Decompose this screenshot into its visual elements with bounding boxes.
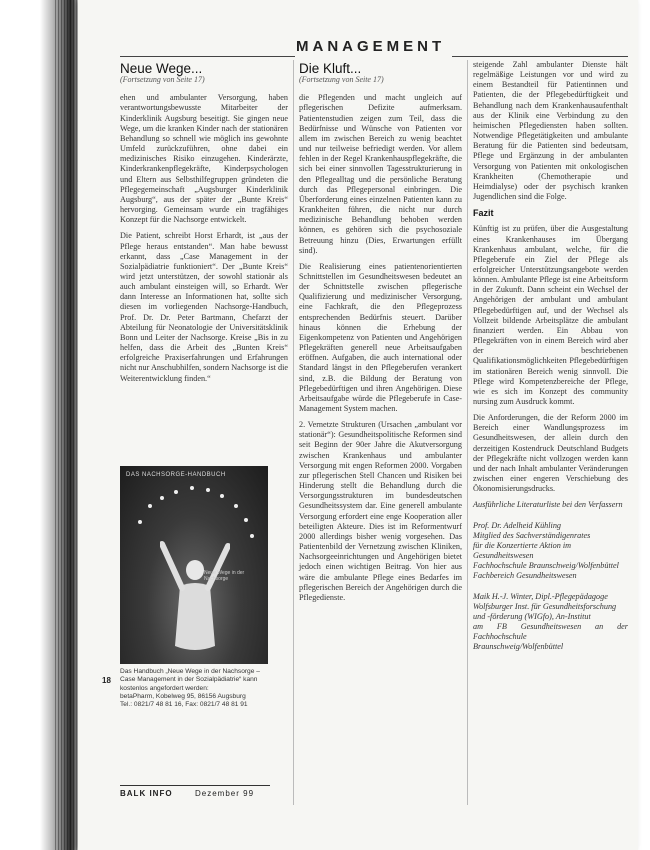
author-affiliation: und -förderung (WIGfo), An-Institut	[473, 611, 591, 621]
author-affiliation: Fachhochschule Braunschweig/Wolfenbüttel	[473, 561, 619, 571]
section-header: MANAGEMENT	[296, 38, 446, 55]
author-affiliation: Wolfsburger Inst. für Gesundheitsforschung	[473, 601, 617, 611]
page-number: 18	[102, 676, 111, 685]
paragraph: Die Anforderungen, die der Reform 2000 im Bereich einer Wandlungsprozess im Gesundheitswesen, der allein durch den derzeitigen Kostendruck Deutschland Budgets der Pflegekräfte nicht vollzogen werden kann und der nach Inhalt ambulanter Veränderungen zwischen einer engeren Verschiebung des Ökonomisierungsdrucks.	[473, 413, 628, 494]
author-affiliation: Fachbereich Gesundheitswesen	[473, 571, 577, 581]
caption-line: betaPharm, Kobelweg 95, 86156 Augsburg	[120, 692, 246, 700]
paragraph: 2. Vernetzte Strukturen (Ursachen „ambulant vor stationär“): Gesundheitspolitische Reformen sind seit Beginn der 90er Jahre die Akutversorgung zwischen Krankenhaus und ambulanter Versorgung mit engen Reformen 2000. Vorgaben zur pflegerischen Stell Chancen und Risiken bei Hinderung stellt die Behandlung durch die Versorgungsstrukturen im bundesdeutschen Gesundheitssystem dar. Eine generell ambulante Versorgung erfordert eine enge Kooperation aller beteiligten Akteure. Dies ist im Reformentwurf 2000 allerdings bisher wenig vorgesehen. Das Patientenbild der Vernetzung zwischen Kliniken, Nachsorgeeinrichtungen und Angehörigen bietet jedoch einen wichtigen Beitrag. Von hier aus wäre die ambulante Pflege eines Bedarfes im pflegerischen Bereich der Angehörigen durch die Pflegedienste.	[299, 420, 462, 602]
header-rule-right	[452, 56, 628, 57]
paragraph: die Pflegenden und macht ungleich auf pflegerischen Defizite aufmerksam. Patientenstudien zeigen zum Teil, dass die Bedürfnisse und Wünsche von Patienten vor allem im zwischen Bereich zu wenig beachtet und nur teilweise befriedigt werden. Vor allem fehlen in der Regel Krankenhauspflegekräfte, die sich bei einer sinnvollen Tagesstrukturierung in den Pflegealltag und die persönliche Beratung durch das Pflegepersonal einbringen. Die Überforderung eines einzelnen Patienten kann zu Krankheiten führen, die nicht nur durch medizinische Behandlung behoben werden können, es gehören sich die psychosoziale Betreuung hinzu (Dies, Erwartungen erfüllt sind).	[299, 93, 462, 255]
author-name: Maik H.-J. Winter, Dipl.-Pflegepädagoge	[473, 591, 608, 601]
article-subtitle: (Fortsetzung von Seite 17)	[120, 75, 205, 85]
paragraph: ehen und ambulanter Versorgung, haben verantwortungsbewusste Mitarbeiter der Kinderklinik Augsburg beseitigt. Sie gingen neue Wege, um die kranken Kinder nach der stationären Behandlung so schnell wie möglich ins gewohnte Umfeld zurückzuführen, ohne dabei ein medizinisches Risiko einzugehen. Kinderärzte, Kinderkrankenpflegekräfte, Kinderpsychologen und Eltern aus Selbsthilfegruppen gründeten die Pflegegemeinschaft „Augsburger Kinderklinik Augsburg“, aus der später der „Bunte Kreis“ hervorging. Gemeinsam wurde ein tragfähiges Konzept für die Nachsorge entwickelt.	[120, 93, 288, 225]
author-block	[473, 521, 628, 582]
paragraph: Die Realisierung eines patientenorientierten Schnittstellen im Gesundheitswesen bedeutet an der Schnittstelle zwischen pflegerische Qualifizierung und medizinischer Versorgung, eine Fachkraft, die den Pflegeprozess entsprechenden Bedürfnis steuert. Darüber hinaus können die Erhebung der Eigenkompetenz von Patienten und Angehörigen Pflegekräften generell neue Arbeitsaufgaben eröffnen. Aufgaben, die auch international oder Standard längst in den Pflegeberufen verankert sind, z.B. die Bildung der Beratung von Pflegebedürftigen und ihren Angehörigen. Diese Arbeitsaufgabe würde die Pflegeberufe in Case-Management System machen.	[299, 261, 462, 413]
literature-note: Ausführliche Literaturliste bei den Verfassern	[473, 500, 623, 510]
article-title: Neue Wege...	[120, 61, 203, 76]
article-title: Die Kluft...	[299, 61, 362, 76]
column-continuation	[473, 60, 628, 662]
paragraph: steigende Zahl ambulanter Dienste hält regelmäßige Leistungen vor und wird zu einem Bestandteil für Patientinnen und Patienten, die der Pflegebedürftigkeit und Behandlung nach dem Krankenhausaufenthalt aus der Klinik eine Verbindung zu den heimischen Pflegediensten haben sollten. Notwendige Pflegetätigkeiten und ambulante Beratung für die Patienten sind bedeutsam, Pflege und Ergänzung in der ambulanten Versorgung von Patienten mit onkologischen Krankheiten (Chemotherapie und Heimdialyse) oder der psychisch kranken Jugendlichen sind die Folge.	[473, 60, 628, 202]
author-affiliation: am FB Gesundheitswesen an der Fachhochschule	[473, 621, 628, 642]
author-affiliation: Mitglied des Sachverständigenrates	[473, 530, 591, 540]
page-footer	[120, 785, 270, 798]
footer-brand: BALK INFO	[120, 789, 173, 798]
column-divider	[467, 60, 468, 805]
column-die-kluft	[299, 61, 462, 609]
footer-date: Dezember 99	[195, 789, 255, 798]
paragraph: Künftig ist zu prüfen, über die Ausgestaltung eines Krankenhauses im Übergang Krankenhaus ambulant, welche, für die Pflegeberufe ein Ziel der Pflege als erfolgreicher Unterstützungsangebote werden können. Ambulante Pflege ist eine Arbeitsform in der Zukunft. Dann scheint ein Wechsel der Angehörigen der ambulant und ambulant Pflegebedürftigen auf, und der Wechsel als Vollzeit bildende Arbeitsplätze die ambulant finanziert werden. Ein Abbau von Pflegekräften von in einem Bereich wird aber der beschriebenen Qualifikationsmöglichkeiten Pflegebedürftigen im stationären Bereich wenig sinnvoll. Die Pflege wird Kompetenzbereiche der Pflege, wie es sich im Konzept des community nursing zum Ausdruck kommt.	[473, 224, 628, 406]
section-heading-fazit: Fazit	[473, 208, 494, 219]
paragraph: Die Patient, schreibt Horst Erhardt, ist „aus der Pflege heraus entstanden“. Man habe bewusst erkannt, dass „Case Management in der Sozialpädiatrie funktioniert“. Der „Bunte Kreis“ wird jetzt unterstützen, der sowohl stationär als auch ambulant einsteigen will, so Erhardt. Wer dann Interesse an Informationen hat, sollte sich diesen im vorliegenden Nachsorge-Handbuch, Prof. Dr. Dr. Peter Bartmann, Chefarzt der Abteilung für Neonatologie der Universitätsklinik Bonn und Leiter der Nachsorge. Kreise „Bis in zu helfen, dass die Arbeit des „Bunten Kreis“ erfolgreiche Praxiserfahrungen und Erfahrungen nicht nur Anschubhilfen, sondern Nachsorge ist die Weiterentwicklung finden.“	[120, 231, 288, 383]
caption-line: Tel.: 0821/7 48 81 16, Fax: 0821/7 48 81 91	[120, 701, 248, 709]
book-cover-title: DAS NACHSORGE-HANDBUCH	[126, 472, 226, 478]
caption-line: Case Management in der Sozialpädiatrie“ kann	[120, 676, 258, 684]
author-affiliation: Gesundheitswesen	[473, 551, 534, 561]
header-rule-left	[120, 56, 295, 57]
author-name: Prof. Dr. Adelheid Kühling	[473, 520, 562, 530]
book-cover-image	[120, 466, 268, 664]
decorative-dots	[120, 466, 268, 664]
caption-line: kostenlos angefordert werden:	[120, 684, 209, 692]
book-spine	[0, 0, 78, 850]
image-caption	[120, 668, 290, 709]
column-neue-wege	[120, 61, 288, 390]
caption-line: Das Handbuch „Neue Wege in der Nachsorge –	[120, 668, 260, 675]
article-subtitle: (Fortsetzung von Seite 17)	[299, 75, 384, 85]
author-affiliation: für die Konzertierte Aktion im	[473, 540, 572, 550]
column-divider	[293, 60, 294, 805]
book-cover-subtitle: Neue Wege in der Nachsorge	[204, 570, 245, 582]
author-block	[473, 592, 628, 653]
author-affiliation: Braunschweig/Wolfenbüttel	[473, 642, 564, 652]
